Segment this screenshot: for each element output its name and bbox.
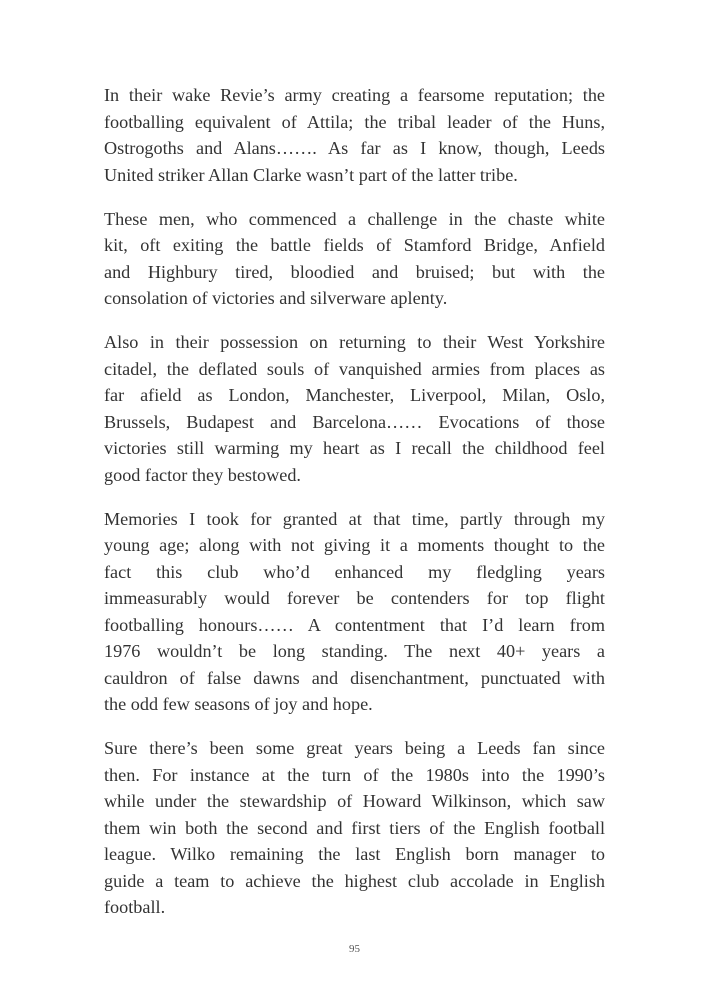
text-line: Also in their possession on returning to their West Yorkshire	[104, 332, 605, 352]
text-line: Sure there’s been some great years being a Leeds fan since	[104, 738, 605, 758]
text-line: then. For instance at the turn of the 1980s into the 1990’s	[104, 764, 605, 785]
paragraph	[104, 735, 605, 921]
text-line: footballing equivalent of Attila; the tribal leader of the Huns,	[104, 111, 605, 132]
text-line: cauldron of false dawns and disenchantment, punctuated with	[104, 667, 605, 688]
text-line: consolation of victories and silverware aplenty.	[104, 288, 448, 308]
text-line: footballing honours…… A contentment that I’d learn from	[104, 614, 605, 635]
text-line: far afield as London, Manchester, Liverpool, Milan, Oslo,	[104, 385, 605, 405]
text-line: These men, who commenced a challenge in the chaste white	[104, 208, 605, 229]
text-line: good factor they bestowed.	[104, 464, 301, 485]
text-line: citadel, the deflated souls of vanquished armies from places as	[104, 358, 605, 379]
text-line: and Highbury tired, bloodied and bruised; but with the	[104, 261, 605, 282]
text-line: Brussels, Budapest and Barcelona…… Evocations of those	[104, 411, 605, 432]
paragraph	[104, 506, 605, 718]
text-line: fact this club who’d enhanced my fledgling years	[104, 561, 605, 582]
text-line: Ostrogoths and Alans……. As far as I know, though, Leeds	[104, 138, 605, 158]
text-line: guide a team to achieve the highest club accolade in English	[104, 870, 605, 891]
text-line: league. Wilko remaining the last English born manager to	[104, 844, 605, 864]
page-number: 95	[349, 943, 360, 955]
page-body	[104, 82, 605, 938]
text-line: Memories I took for granted at that time, partly through my	[104, 508, 605, 529]
paragraph	[104, 329, 605, 488]
text-line: kit, oft exiting the battle fields of Stamford Bridge, Anfield	[104, 235, 605, 255]
text-line: football.	[104, 897, 166, 917]
text-line: immeasurably would forever be contenders for top flight	[104, 588, 605, 608]
text-line: victories still warming my heart as I recall the childhood feel	[104, 438, 605, 458]
paragraph	[104, 206, 605, 312]
paragraph	[104, 82, 605, 188]
text-line: 1976 wouldn’t be long standing. The next 40+ years a	[104, 641, 605, 661]
text-line: the odd few seasons of joy and hope.	[104, 694, 373, 714]
text-line: young age; along with not giving it a moments thought to the	[104, 535, 605, 555]
text-line: them win both the second and first tiers of the English football	[104, 817, 605, 838]
text-line: while under the stewardship of Howard Wilkinson, which saw	[104, 791, 605, 811]
text-line: United striker Allan Clarke wasn’t part of the latter tribe.	[104, 164, 518, 185]
text-line: In their wake Revie’s army creating a fearsome reputation; the	[104, 85, 605, 105]
